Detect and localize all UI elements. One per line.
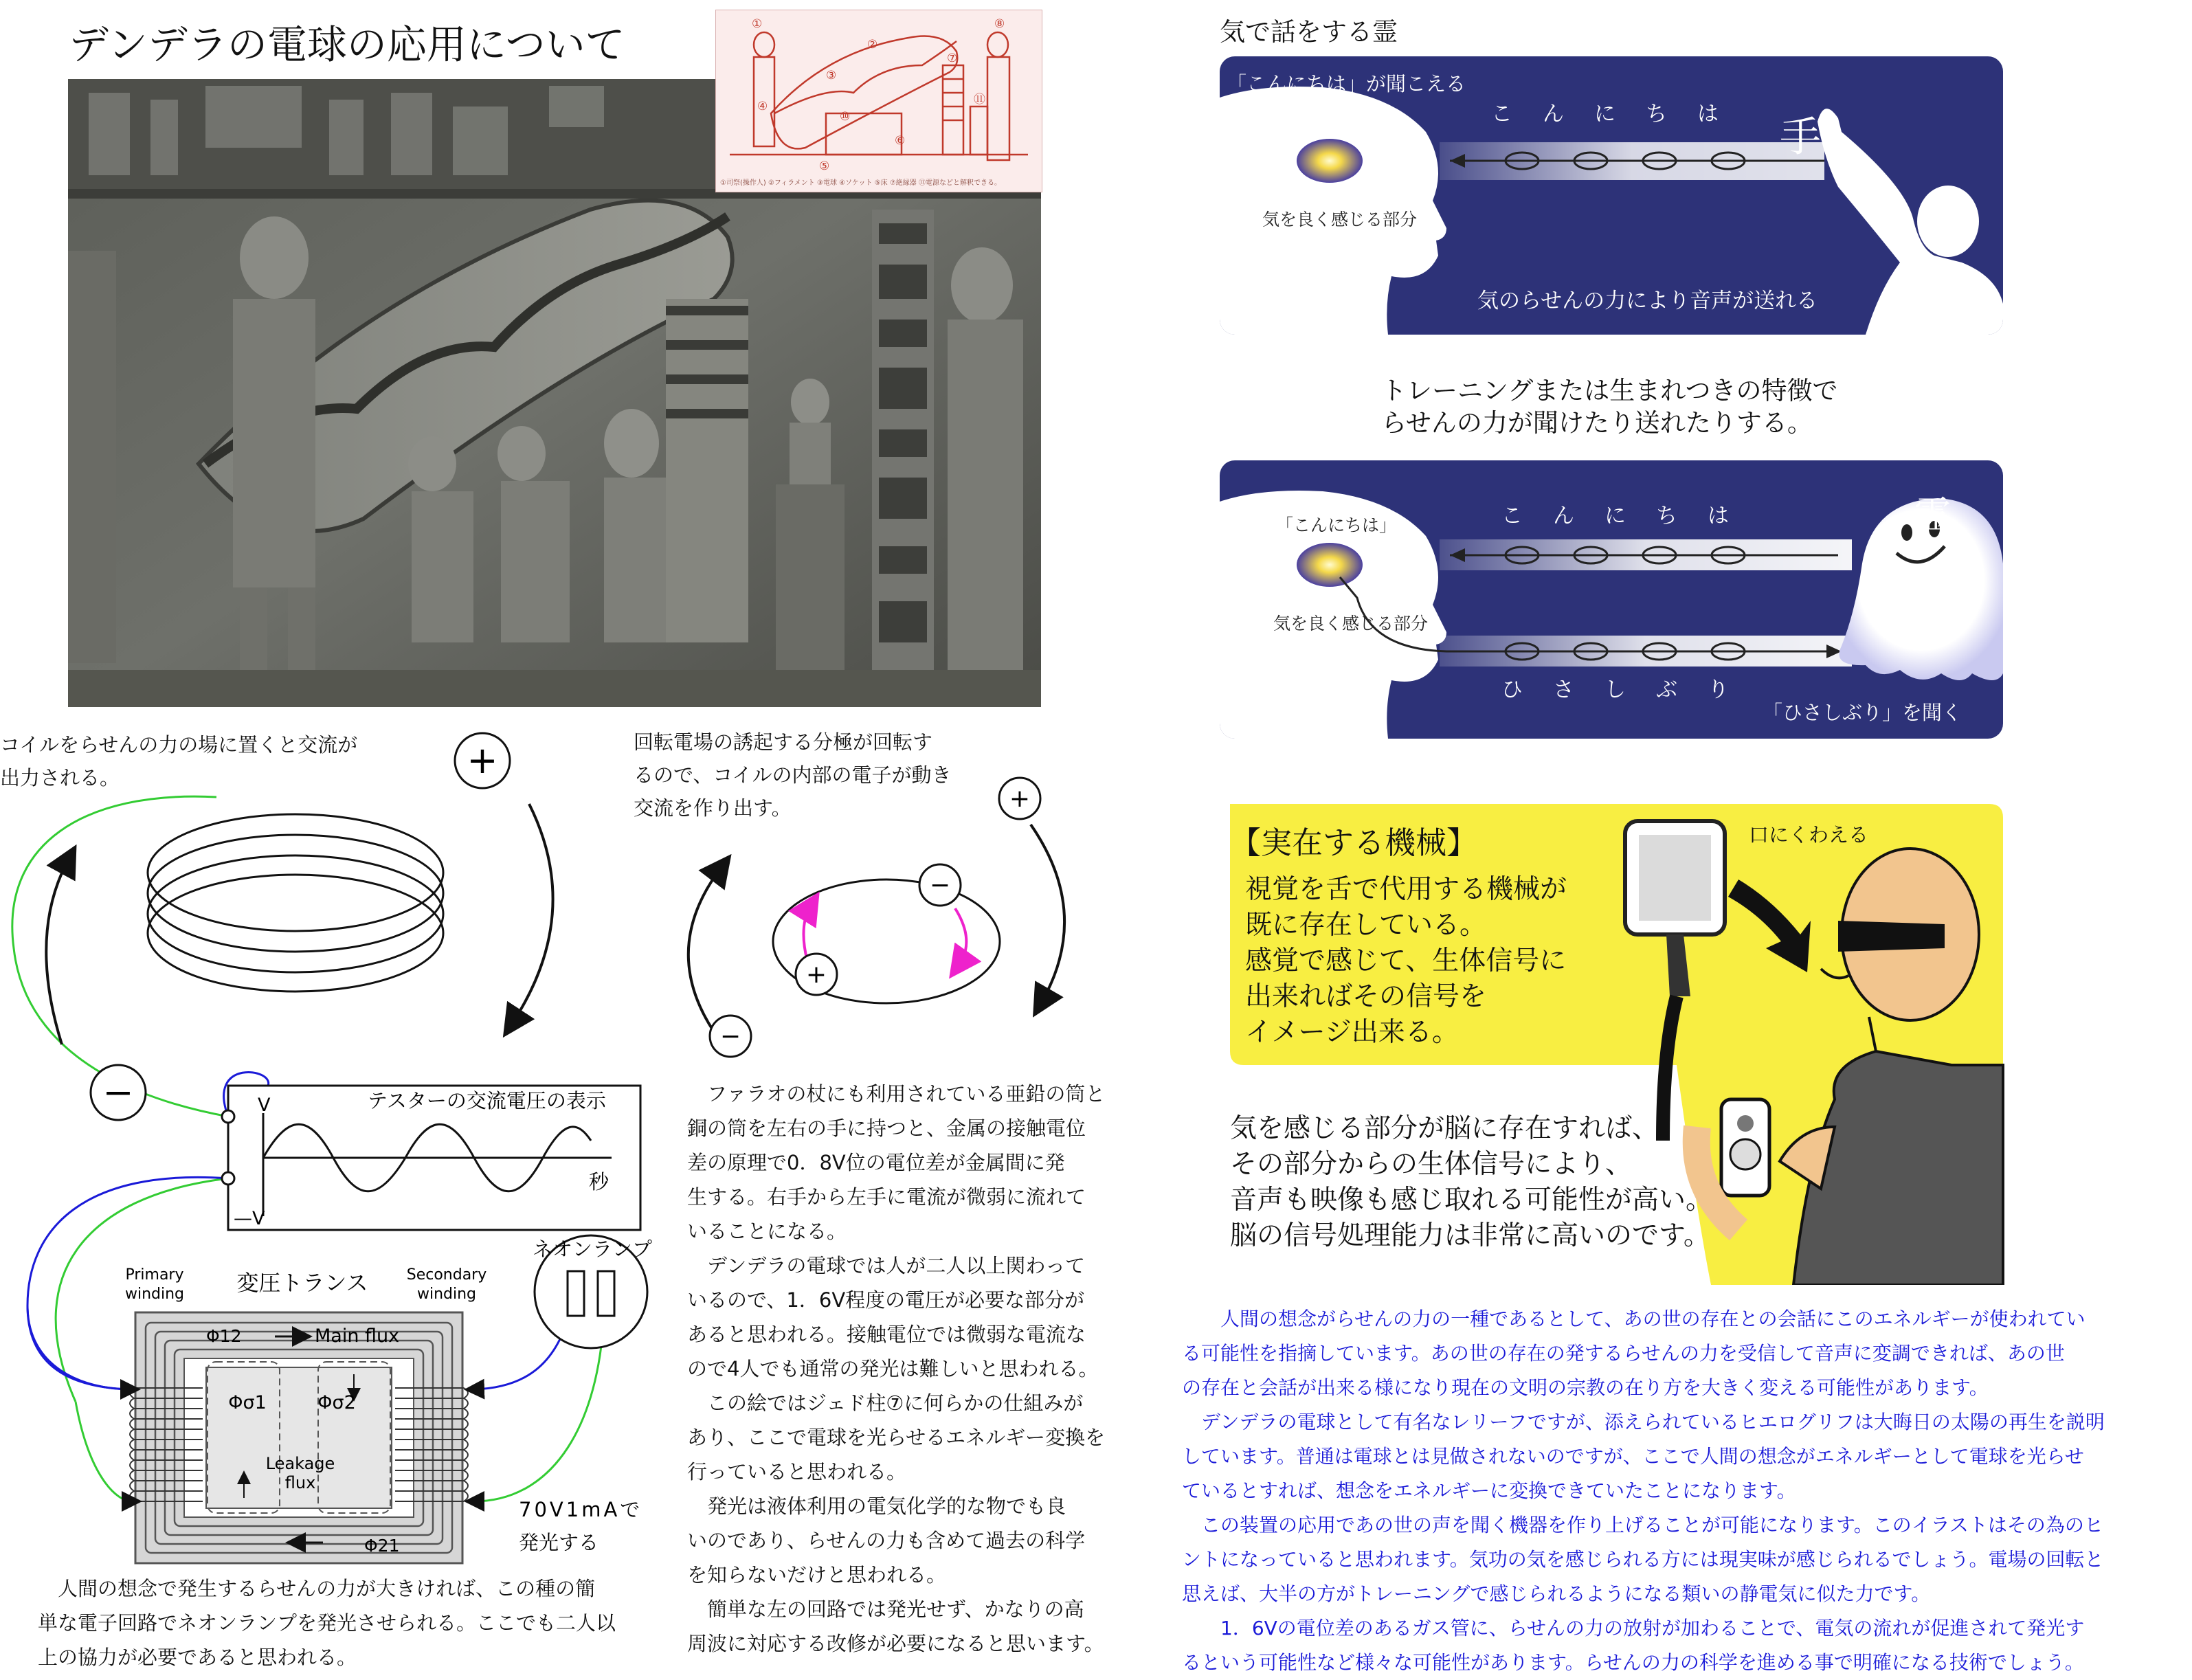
primary-label: Primary (125, 1266, 184, 1284)
relief-diagram-inset (715, 10, 1042, 192)
text-line: いるので、1．6V程度の電圧が必要な部分が (687, 1288, 1085, 1312)
panel1-bottom: 気のらせんの力により音声が送れる (1477, 289, 1818, 313)
brain-line: その部分からの生体信号により、 (1230, 1149, 1633, 1180)
middle-paragraph (687, 1077, 1154, 1661)
secondary-label: winding (416, 1286, 477, 1303)
panel1-quote: 「こんにちは」が聞こえる (1227, 72, 1466, 96)
text-line: あると思われる。接触電位では微弱な電流な (687, 1323, 1086, 1346)
panel2-kana-bottom: さ (1553, 677, 1574, 702)
text-line: 1．6Vの電位差のあるガス管に、らせんの力の放射が加わることで、電気の流れが促進されて発光す (1182, 1617, 2085, 1639)
text-line: ので4人でも通常の発光は難しいと思われる。 (687, 1357, 1099, 1380)
between-line: トレーニングまたは生まれつきの特徴で (1381, 376, 1838, 405)
panel2-kana-bottom: し (1604, 677, 1626, 702)
panel2-kana-bottom: ぶ (1656, 677, 1677, 702)
sensing-area-icon (1297, 543, 1363, 587)
inset-number: ④ (757, 100, 768, 113)
coil-loops (148, 814, 443, 992)
panel2-kana-bottom: り (1708, 677, 1729, 702)
rotation-arrow (689, 867, 722, 1031)
minus-sign: − (719, 1022, 741, 1051)
minus-sign: − (102, 1071, 134, 1114)
v-axis-label: V (258, 1095, 271, 1116)
hand-label: 手 (1780, 113, 1821, 161)
panel2-kana-bottom: ひ (1501, 677, 1523, 702)
panel1-kana: ん (1543, 102, 1564, 126)
text-line: る可能性を指摘しています。あの世の存在の発するらせんの力を受信して音声に変調できれば、あの世 (1182, 1342, 2065, 1365)
panel1-kana: ち (1646, 102, 1667, 126)
text-line: 差の原理で0．8V位の電位差が金属間に発 (687, 1151, 1065, 1174)
inset-number: ⑤ (819, 159, 830, 173)
secondary-label: Secondary (406, 1266, 487, 1284)
text-line: デンデラの電球として有名なレリーフですが、添えられているヒエログリフは大晦日の太陽の再生を説明 (1182, 1411, 2105, 1433)
panel2-kana-top: は (1708, 504, 1729, 528)
phi-sigma2-label: Φσ2 (317, 1392, 356, 1413)
panel2-quote: 「こんにちは」 (1276, 515, 1397, 535)
panel-spirit (1220, 460, 2003, 739)
text-line: 発光は液体利用の電気化学的な物でも良 (687, 1494, 1066, 1518)
spirit-label: 霊 (1914, 493, 1951, 537)
machine-line: 感覚で感じて、生体信号に (1245, 945, 1567, 976)
coil-caption-line: コイルをらせんの力の場に置くと交流が (0, 733, 358, 757)
text-line: 上の協力が必要であると思われる。 (38, 1646, 357, 1669)
bottom-left-paragraph (38, 1571, 656, 1675)
inset-number: ⑧ (994, 17, 1005, 31)
phi-sigma1-label: Φσ1 (228, 1392, 267, 1413)
plus-sign: + (467, 739, 498, 782)
text-line: 行っていると思われる。 (687, 1460, 907, 1483)
text-line: るという可能性など様々な可能性があります。らせんの力の科学を進める事で明確になる技術でしょう。 (1182, 1651, 2084, 1674)
mouth-label: 口にくわえる (1749, 823, 1869, 847)
primary-label: winding (124, 1286, 185, 1303)
text-line: 生する。右手から左手に電流が微弱に流れて (687, 1185, 1086, 1209)
panel1-kana: こ (1491, 102, 1512, 126)
brain-line: 脳の信号処理能力は非常に高いのです。 (1230, 1220, 1710, 1251)
main-flux-label: Main flux (315, 1325, 400, 1347)
transformer-diagram (0, 1230, 660, 1573)
sensing-area-icon (1297, 139, 1363, 183)
right-bottom-paragraph (1182, 1302, 2185, 1680)
panel2-kana-top: こ (1501, 504, 1523, 528)
panel2-kana-top: ん (1553, 504, 1574, 528)
glow-spec: 発光する (519, 1531, 599, 1554)
hear-label: 「ひさしぶり」を聞く (1763, 701, 1962, 724)
text-line: ているとすれば、想念をエネルギーに変換できていたことになります。 (1182, 1479, 1796, 1502)
goggles-icon (1838, 921, 1945, 952)
inset-caption: ①司祭(操作人) ②フィラメント ③電球 ④ソケット ⑤床 ⑦絶縁器 ⑪電源などと解釈できる。 (720, 179, 1001, 187)
plus-sign: + (805, 961, 827, 989)
machine-heading: 【実在する機械】 (1230, 825, 1478, 861)
text-line: ファラオの杖にも利用されている亜鉛の筒と (687, 1082, 1106, 1106)
text-line: 人間の想念がらせんの力の一種であるとして、あの世の存在との会話にこのエネルギーが使われてい (1182, 1308, 2085, 1330)
leakage-label: Leakage (265, 1454, 335, 1473)
rotation-arrow (46, 859, 69, 1044)
text-line: 人間の想念で発生するらせんの力が大きければ、この種の簡 (38, 1577, 596, 1600)
rotation-arrow (512, 804, 553, 1024)
text-line: 周波に対応する改修が必要になると思います。 (687, 1632, 1104, 1655)
panel2-kana-top: に (1604, 504, 1626, 528)
text-line: の存在と会話が出来る様になり現在の文明の宗教の在り方を大きく変える可能性があります。 (1182, 1376, 1989, 1399)
inset-number: ① (752, 17, 763, 31)
inset-number: ③ (826, 69, 837, 82)
text-line: ントになっていると思われます。気功の気を感じられる方には現実味が感じられるでしょう。電場の回転と (1182, 1548, 2104, 1571)
sense-part-label: 気を良く感じる部分 (1273, 614, 1429, 634)
panel2-kana-top: ち (1656, 504, 1677, 528)
text-line: 思えば、大半の方がトレーニングで感じられるようになる類いの静電気に似た力です。 (1182, 1582, 1931, 1605)
machine-line: 既に存在している。 (1245, 910, 1487, 941)
between-line: らせんの力が聞けたり送れたりする。 (1381, 408, 1813, 438)
text-line: 簡単な左の回路では発光せず、かなりの高 (687, 1598, 1084, 1621)
section-heading: 気で話をする霊 (1220, 17, 1398, 47)
time-axis-label: 秒 (589, 1170, 609, 1194)
inset-number: ⑦ (947, 52, 958, 65)
machine-line: 出来ればその信号を (1245, 981, 1487, 1012)
rotation-caption-line: 回転電場の誘起する分極が回転す (634, 730, 933, 754)
panel1-kana: に (1594, 102, 1615, 126)
panel1-kana: は (1697, 102, 1719, 126)
rotation-caption-line: るので、コイルの内部の電子が動き (634, 763, 952, 787)
inset-number: ⑩ (840, 110, 851, 124)
machine-line: 視覚を舌で代用する機械が (1245, 874, 1567, 905)
text-line: 単な電子回路でネオンランプを発光させられる。ここでも二人以 (38, 1611, 616, 1635)
panel-hand (1220, 56, 2003, 335)
phi21-label: Φ21 (364, 1536, 400, 1556)
inset-number: ② (867, 38, 878, 52)
polarization-arrow (955, 908, 966, 965)
text-line: しています。普通は電球とは見做されないのですが、ここで人間の想念がエネルギーとして電球を光らせ (1182, 1445, 2084, 1468)
machine-line: イメージ出来る。 (1245, 1017, 1459, 1048)
rotation-caption-line: 交流を作り出す。 (634, 796, 792, 820)
brain-line: 気を感じる部分が脳に存在すれば、 (1230, 1113, 1659, 1144)
text-line: この装置の応用であの世の声を聞く機器を作り上げることが可能になります。このイラストはその為のヒ (1182, 1514, 2103, 1536)
minus-sign: − (929, 871, 951, 899)
text-line: いのであり、らせんの力も含めて過去の科学 (687, 1529, 1086, 1552)
phi12-label: Φ12 (206, 1326, 242, 1346)
brain-line: 音声も映像も感じ取れる可能性が高い。 (1230, 1185, 1713, 1216)
sense-part-label: 気を良く感じる部分 (1262, 210, 1418, 229)
rotating-field-diagram (660, 770, 1099, 1072)
page-title: デンデラの電球の応用について (69, 21, 625, 68)
glow-spec: 70V1mAで (519, 1498, 643, 1521)
negative-v-label: —V (234, 1208, 265, 1229)
inset-number: ⑥ (895, 134, 906, 148)
text-line: を知らないだけと思われる。 (687, 1563, 947, 1587)
text-line: 銅の筒を左右の手に持つと、金属の接触電位 (687, 1117, 1086, 1140)
coil-caption-line: 出力される。 (0, 766, 120, 789)
text-line: いることになる。 (687, 1220, 847, 1243)
tester-title: テスターの交流電圧の表示 (368, 1089, 606, 1112)
plus-sign: + (1009, 785, 1031, 813)
rotation-arrow (1031, 825, 1064, 1003)
inset-number: ⑪ (974, 93, 985, 107)
text-line: あり、ここで電球を光らせるエネルギー変換を (687, 1426, 1106, 1449)
neon-lamp-label: ネオンランプ (533, 1237, 653, 1261)
text-line: デンデラの電球では人が二人以上関わって (687, 1254, 1086, 1277)
text-line: この絵ではジェド柱⑦に何らかの仕組みが (687, 1391, 1084, 1415)
leakage-label: flux (284, 1473, 316, 1492)
transformer-title: 変圧トランス (236, 1270, 368, 1296)
